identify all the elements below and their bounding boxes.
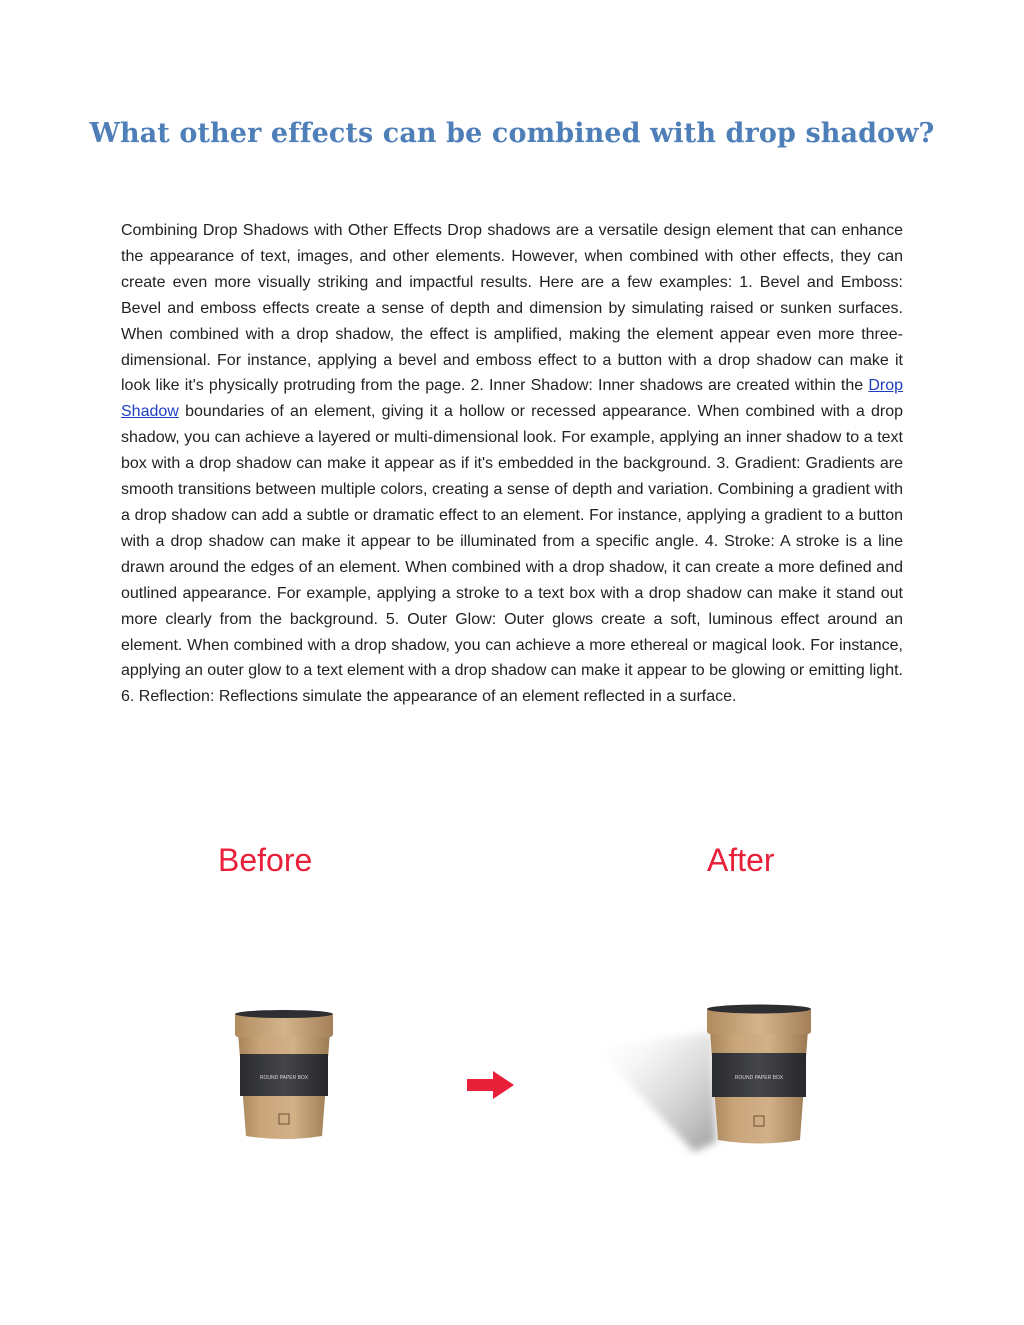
after-band-text: ROUND PAPER BOX bbox=[734, 1075, 784, 1081]
cast-drop-shadow bbox=[596, 1032, 716, 1152]
drop-shadow-link[interactable]: Drop Shadow bbox=[121, 377, 903, 421]
before-cup-image bbox=[235, 1010, 333, 1139]
after-cup-image bbox=[707, 1005, 811, 1144]
before-label: Before bbox=[218, 842, 313, 878]
page-title: What other effects can be combined with drop shadow? bbox=[89, 118, 935, 149]
after-label: After bbox=[707, 842, 775, 878]
paragraph-text-part-2: boundaries of an element, giving it a hollow or recessed appearance. When combined with a drop shadow, you can achieve a layered or multi-dimensional look. For example, applying an inner shadow to a text box with a drop shadow can make it appear as if it's embedded in the background. 3. Gradient: Gradients are smooth transitions between multiple colors, creating a sense of depth and variation. Combining a gradient with a drop shadow can add a subtle or dramatic effect to an element. For instance, applying a gradient to a button with a drop shadow can make it appear to be illuminated from a specific angle. 4. Stroke: A stroke is a line drawn around the edges of an element. When combined with a drop shadow, it can create a more defined and outlined appearance. For example, applying a stroke to a text box with a drop shadow can make it stand out more clearly from the background. 5. Outer Glow: Outer glows create a soft, luminous effect around an element. When combined with a drop shadow, you can achieve a more ethereal or magical look. For instance, applying an outer glow to a text element with a drop shadow can make it appear to be glowing or emitting light. 6. Reflection: Reflections simulate the appearance of an element reflected in a surface. bbox=[121, 403, 903, 706]
before-band-text: ROUND PAPER BOX bbox=[259, 1075, 309, 1081]
arrow-right-icon bbox=[467, 1071, 514, 1099]
paragraph-text-part-1: Combining Drop Shadows with Other Effects Drop shadows are a versatile design element that can enhance the appearance of text, images, and other elements. However, when combined with other effects, they can create even more visually striking and impactful results. Here are a few examples: 1. Bevel and Emboss: Bevel and emboss effects create a sense of depth and dimension by simulating raised or sunken surfaces. When combined with a drop shadow, the effect is amplified, making the element appear even more three-dimensional. For instance, applying a bevel and emboss effect to a button with a drop shadow can make it look like it's physically protruding from the page. 2. Inner Shadow: Inner shadows are created within the bbox=[121, 222, 903, 395]
